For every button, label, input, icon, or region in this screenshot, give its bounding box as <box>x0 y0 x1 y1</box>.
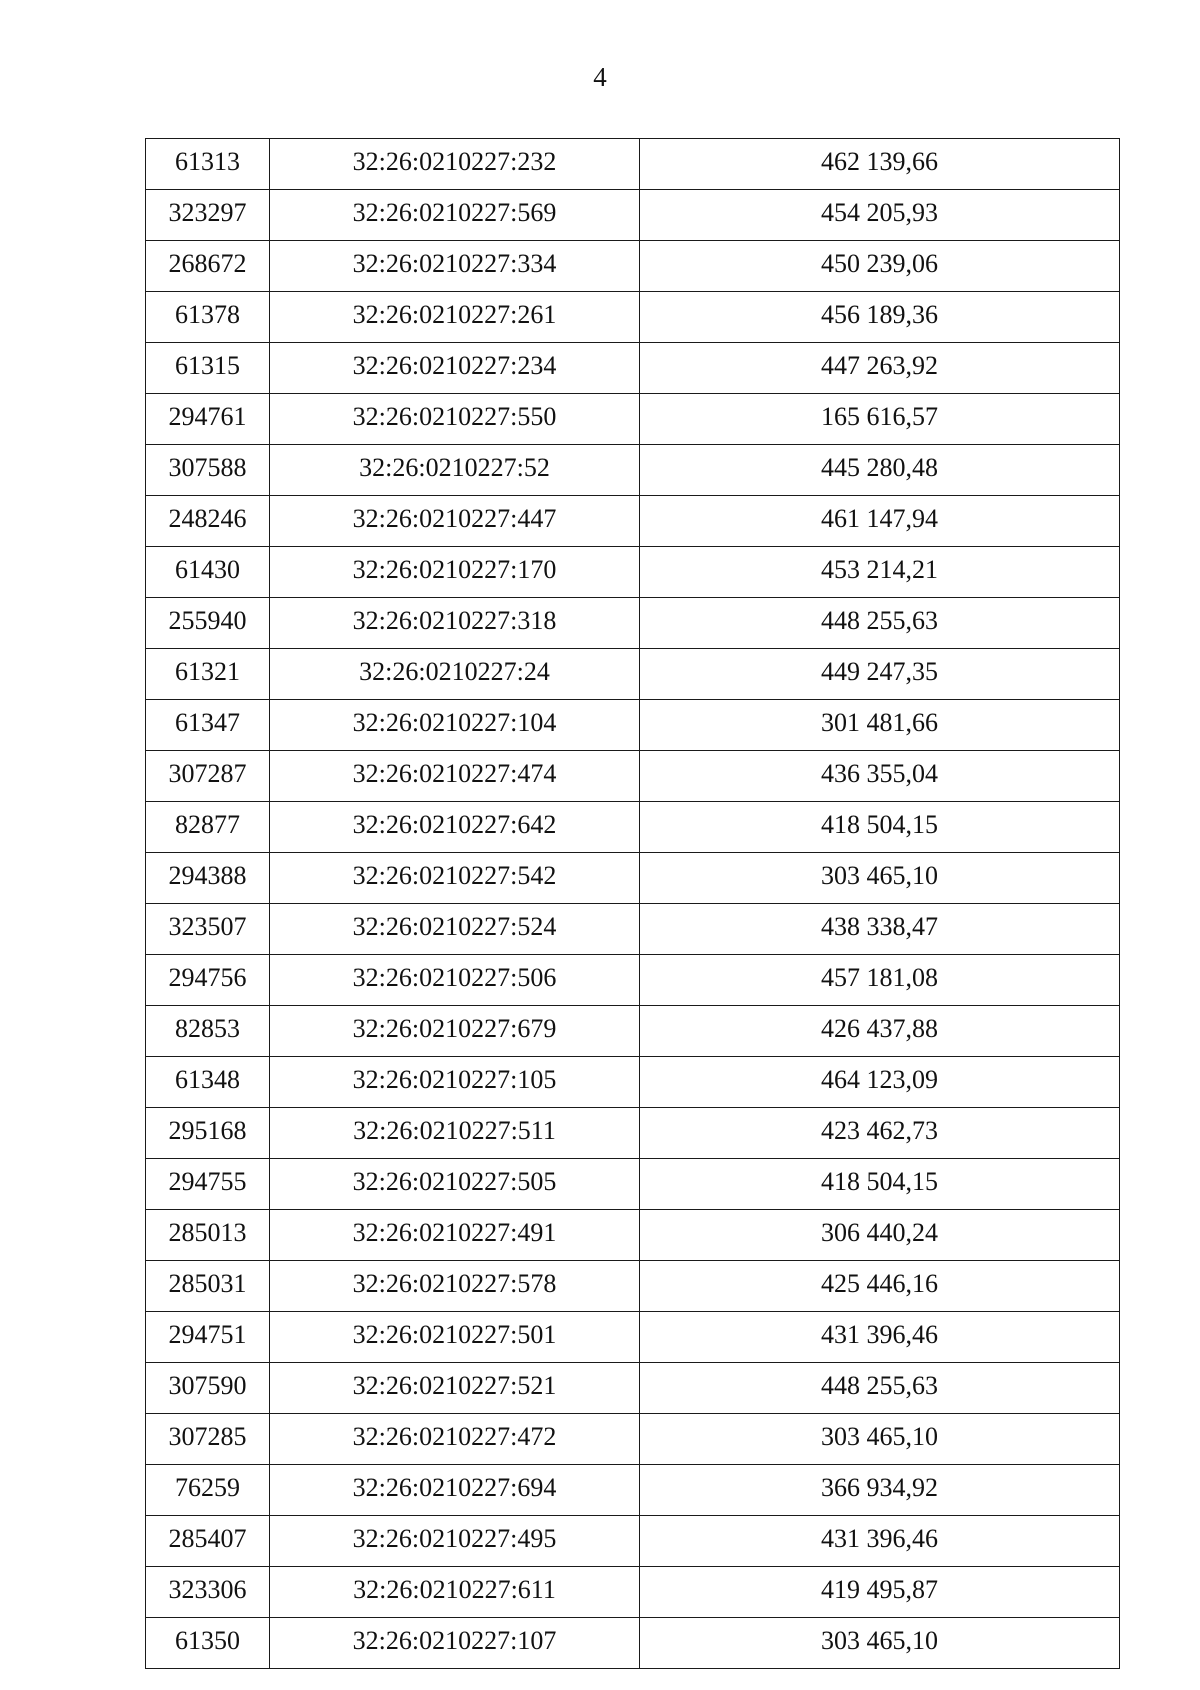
row-id-cell: 295168 <box>146 1108 270 1159</box>
cadastral-value-cell: 448 255,63 <box>640 1363 1120 1414</box>
cadastral-value-cell: 431 396,46 <box>640 1516 1120 1567</box>
cadastral-value-cell: 419 495,87 <box>640 1567 1120 1618</box>
row-id-cell: 248246 <box>146 496 270 547</box>
table-body <box>146 139 1120 1669</box>
cadastral-value-cell: 456 189,36 <box>640 292 1120 343</box>
table-row <box>146 1210 1120 1261</box>
table-row <box>146 1057 1120 1108</box>
table-row <box>146 700 1120 751</box>
row-id-cell: 61378 <box>146 292 270 343</box>
cadastral-value-cell: 423 462,73 <box>640 1108 1120 1159</box>
cadastral-number-cell: 32:26:0210227:506 <box>270 955 640 1006</box>
cadastral-number-cell: 32:26:0210227:261 <box>270 292 640 343</box>
cadastral-number-cell: 32:26:0210227:52 <box>270 445 640 496</box>
cadastral-value-cell: 303 465,10 <box>640 853 1120 904</box>
table-row <box>146 1261 1120 1312</box>
row-id-cell: 294388 <box>146 853 270 904</box>
table-row <box>146 1006 1120 1057</box>
cadastral-number-cell: 32:26:0210227:105 <box>270 1057 640 1108</box>
table-row <box>146 1516 1120 1567</box>
cadastral-value-cell: 450 239,06 <box>640 241 1120 292</box>
cadastral-number-cell: 32:26:0210227:104 <box>270 700 640 751</box>
cadastral-number-cell: 32:26:0210227:234 <box>270 343 640 394</box>
table-row <box>146 241 1120 292</box>
cadastral-number-cell: 32:26:0210227:491 <box>270 1210 640 1261</box>
row-id-cell: 61321 <box>146 649 270 700</box>
cadastral-value-cell: 454 205,93 <box>640 190 1120 241</box>
table-row <box>146 394 1120 445</box>
table-row <box>146 139 1120 190</box>
table-row <box>146 955 1120 1006</box>
row-id-cell: 82853 <box>146 1006 270 1057</box>
cadastral-number-cell: 32:26:0210227:511 <box>270 1108 640 1159</box>
row-id-cell: 285031 <box>146 1261 270 1312</box>
cadastral-value-cell: 462 139,66 <box>640 139 1120 190</box>
row-id-cell: 294756 <box>146 955 270 1006</box>
row-id-cell: 294755 <box>146 1159 270 1210</box>
table-row <box>146 1108 1120 1159</box>
row-id-cell: 307285 <box>146 1414 270 1465</box>
table-row <box>146 343 1120 394</box>
row-id-cell: 61350 <box>146 1618 270 1669</box>
cadastral-number-cell: 32:26:0210227:334 <box>270 241 640 292</box>
table-row <box>146 649 1120 700</box>
row-id-cell: 307588 <box>146 445 270 496</box>
table-row <box>146 496 1120 547</box>
cadastral-number-cell: 32:26:0210227:495 <box>270 1516 640 1567</box>
table-row <box>146 1618 1120 1669</box>
cadastral-value-cell: 426 437,88 <box>640 1006 1120 1057</box>
table-row <box>146 445 1120 496</box>
row-id-cell: 285013 <box>146 1210 270 1261</box>
cadastral-value-cell: 366 934,92 <box>640 1465 1120 1516</box>
table-row <box>146 547 1120 598</box>
cadastral-value-cell: 418 504,15 <box>640 1159 1120 1210</box>
cadastral-value-cell: 165 616,57 <box>640 394 1120 445</box>
cadastral-number-cell: 32:26:0210227:232 <box>270 139 640 190</box>
cadastral-number-cell: 32:26:0210227:505 <box>270 1159 640 1210</box>
cadastral-value-cell: 303 465,10 <box>640 1414 1120 1465</box>
row-id-cell: 294751 <box>146 1312 270 1363</box>
row-id-cell: 307287 <box>146 751 270 802</box>
row-id-cell: 323297 <box>146 190 270 241</box>
cadastral-value-cell: 301 481,66 <box>640 700 1120 751</box>
cadastral-number-cell: 32:26:0210227:521 <box>270 1363 640 1414</box>
cadastral-number-cell: 32:26:0210227:447 <box>270 496 640 547</box>
cadastral-value-cell: 447 263,92 <box>640 343 1120 394</box>
cadastral-value-cell: 306 440,24 <box>640 1210 1120 1261</box>
row-id-cell: 307590 <box>146 1363 270 1414</box>
cadastral-number-cell: 32:26:0210227:550 <box>270 394 640 445</box>
row-id-cell: 82877 <box>146 802 270 853</box>
row-id-cell: 76259 <box>146 1465 270 1516</box>
cadastral-number-cell: 32:26:0210227:642 <box>270 802 640 853</box>
row-id-cell: 323507 <box>146 904 270 955</box>
cadastral-number-cell: 32:26:0210227:569 <box>270 190 640 241</box>
cadastral-number-cell: 32:26:0210227:472 <box>270 1414 640 1465</box>
table-row <box>146 1414 1120 1465</box>
row-id-cell: 61347 <box>146 700 270 751</box>
cadastral-value-cell: 418 504,15 <box>640 802 1120 853</box>
cadastral-number-cell: 32:26:0210227:474 <box>270 751 640 802</box>
cadastral-value-cell: 438 338,47 <box>640 904 1120 955</box>
cadastral-value-cell: 445 280,48 <box>640 445 1120 496</box>
row-id-cell: 255940 <box>146 598 270 649</box>
page-number: 4 <box>593 62 607 92</box>
cadastral-value-table <box>145 138 1120 1669</box>
row-id-cell: 323306 <box>146 1567 270 1618</box>
row-id-cell: 61315 <box>146 343 270 394</box>
cadastral-number-cell: 32:26:0210227:107 <box>270 1618 640 1669</box>
row-id-cell: 285407 <box>146 1516 270 1567</box>
table-row <box>146 802 1120 853</box>
row-id-cell: 61430 <box>146 547 270 598</box>
cadastral-value-cell: 453 214,21 <box>640 547 1120 598</box>
cadastral-number-cell: 32:26:0210227:578 <box>270 1261 640 1312</box>
row-id-cell: 268672 <box>146 241 270 292</box>
cadastral-value-cell: 461 147,94 <box>640 496 1120 547</box>
cadastral-value-cell: 436 355,04 <box>640 751 1120 802</box>
cadastral-value-cell: 448 255,63 <box>640 598 1120 649</box>
cadastral-number-cell: 32:26:0210227:694 <box>270 1465 640 1516</box>
cadastral-value-cell: 425 446,16 <box>640 1261 1120 1312</box>
cadastral-number-cell: 32:26:0210227:524 <box>270 904 640 955</box>
row-id-cell: 294761 <box>146 394 270 445</box>
table-row <box>146 1312 1120 1363</box>
cadastral-number-cell: 32:26:0210227:24 <box>270 649 640 700</box>
table-row <box>146 1159 1120 1210</box>
cadastral-number-cell: 32:26:0210227:611 <box>270 1567 640 1618</box>
cadastral-number-cell: 32:26:0210227:318 <box>270 598 640 649</box>
table-row <box>146 292 1120 343</box>
row-id-cell: 61348 <box>146 1057 270 1108</box>
table-row <box>146 598 1120 649</box>
table-row <box>146 1363 1120 1414</box>
cadastral-value-cell: 431 396,46 <box>640 1312 1120 1363</box>
table-row <box>146 190 1120 241</box>
cadastral-value-cell: 457 181,08 <box>640 955 1120 1006</box>
cadastral-number-cell: 32:26:0210227:170 <box>270 547 640 598</box>
cadastral-value-cell: 303 465,10 <box>640 1618 1120 1669</box>
table-row <box>146 853 1120 904</box>
cadastral-number-cell: 32:26:0210227:679 <box>270 1006 640 1057</box>
row-id-cell: 61313 <box>146 139 270 190</box>
cadastral-number-cell: 32:26:0210227:501 <box>270 1312 640 1363</box>
table-row <box>146 1465 1120 1516</box>
table-row <box>146 904 1120 955</box>
cadastral-value-cell: 449 247,35 <box>640 649 1120 700</box>
table-row <box>146 751 1120 802</box>
cadastral-number-cell: 32:26:0210227:542 <box>270 853 640 904</box>
table-row <box>146 1567 1120 1618</box>
cadastral-value-cell: 464 123,09 <box>640 1057 1120 1108</box>
